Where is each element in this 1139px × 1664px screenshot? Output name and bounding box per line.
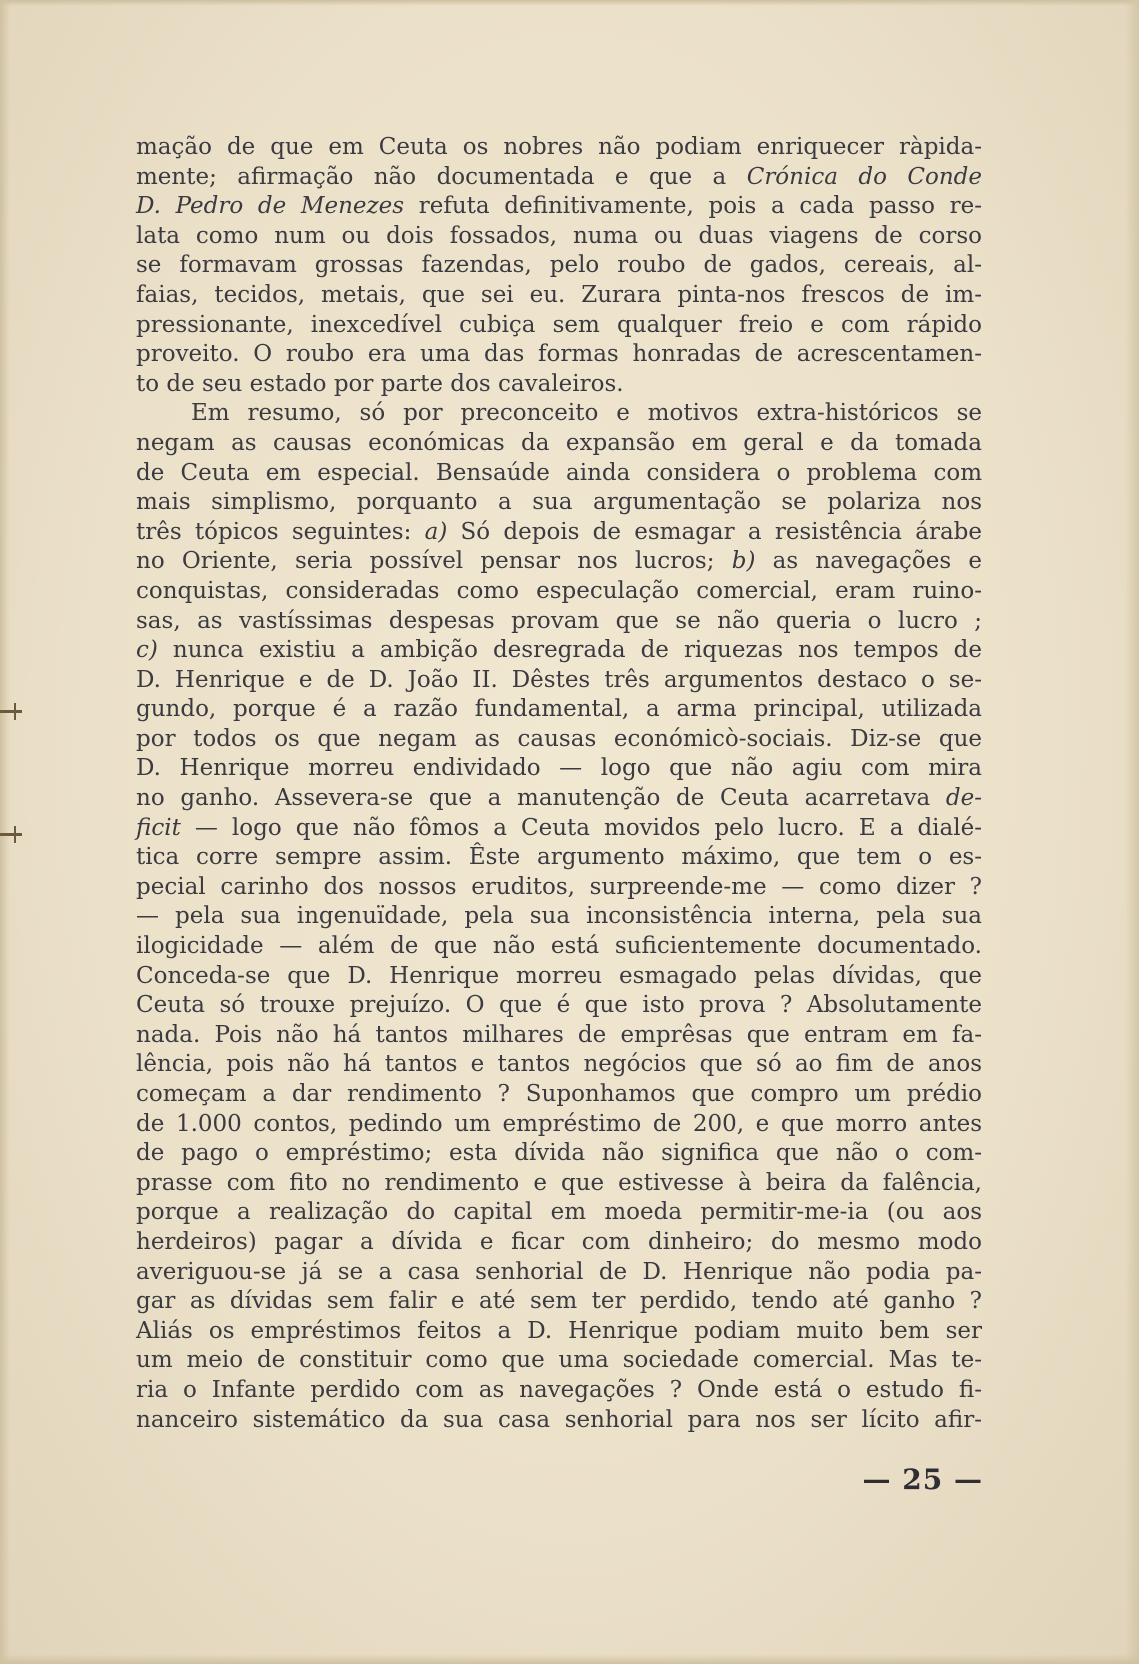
page-left-edge-shadow	[0, 0, 10, 1664]
text-line	[136, 607, 982, 637]
italic-text-run: D. Pedro de Menezes	[136, 193, 405, 220]
italic-text-run: Crónica do Conde	[746, 163, 982, 190]
text-run: nada. Pois não há tantos milhares de emprêsas que entram em fa-	[136, 1021, 982, 1048]
italic-text-run: c)	[136, 637, 158, 664]
text-run: tica corre sempre assim. Êste argumento máximo, que tem o es-	[136, 844, 982, 871]
text-line	[136, 429, 982, 459]
text-line	[136, 873, 982, 903]
text-line	[136, 311, 982, 341]
text-run: Conceda-se que D. Henrique morreu esmagado pelas dívidas, que	[136, 962, 982, 989]
page-top-edge-shadow	[0, 0, 1139, 6]
text-run: gundo, porque é a razão fundamental, a arma principal, utilizada	[136, 696, 982, 723]
text-run: faias, tecidos, metais, que sei eu. Zurara pinta-nos frescos de im-	[136, 281, 982, 308]
text-line	[136, 1080, 982, 1110]
text-run: refuta definitivamente, pois a cada passo re-	[404, 193, 983, 220]
text-line	[136, 1317, 982, 1347]
text-run: de Ceuta em especial. Bensaúde ainda considera o problema com	[136, 459, 982, 486]
text-line	[136, 281, 982, 311]
text-line	[136, 902, 982, 932]
italic-text-run: a)	[424, 518, 448, 545]
page-right-edge-shadow	[1125, 0, 1139, 1664]
text-run: averiguou-se já se a casa senhorial de D. Henrique não podia pa-	[136, 1258, 982, 1285]
text-line	[136, 340, 982, 370]
text-line	[136, 962, 982, 992]
text-line	[136, 1287, 982, 1317]
text-run: um meio de constituir como que uma sociedade comercial. Mas te-	[136, 1347, 982, 1374]
text-line	[136, 1110, 982, 1140]
binding-staple-mark	[0, 833, 22, 836]
text-run: to de seu estado por parte dos cavaleiros.	[136, 370, 624, 397]
text-run: Em resumo, só por preconceito e motivos extra-históricos se	[191, 400, 982, 427]
text-run: — pela sua ingenuïdade, pela sua inconsistência interna, pela sua	[136, 903, 982, 930]
text-line	[136, 1376, 982, 1406]
body-text	[136, 133, 982, 1435]
binding-staple-mark	[0, 710, 22, 713]
text-line	[136, 192, 982, 222]
text-run: mação de que em Ceuta os nobres não podiam enriquecer ràpida-	[136, 134, 982, 160]
text-line	[136, 133, 982, 163]
text-line	[136, 636, 982, 666]
text-run: se formavam grossas fazendas, pelo roubo de gados, cereais, al-	[136, 252, 982, 279]
text-run: as navegações e	[755, 548, 982, 575]
text-line	[136, 399, 982, 429]
text-run: Só depois de esmagar a resistência árabe	[447, 518, 983, 545]
text-line	[136, 1228, 982, 1258]
text-line	[136, 695, 982, 725]
text-run: no Oriente, seria possível pensar nos lucros;	[136, 548, 732, 575]
text-run: Ceuta só trouxe prejuízo. O que é que isto prova ? Absolutamente	[136, 992, 982, 1019]
text-run: por todos os que negam as causas económicò-sociais. Diz-se que	[136, 725, 982, 752]
text-line	[136, 518, 982, 548]
text-line	[136, 1050, 982, 1080]
italic-text-run: de-	[945, 785, 982, 812]
text-line	[136, 251, 982, 281]
text-run: D. Henrique morreu endividado — logo que não agiu com mira	[136, 755, 982, 782]
text-run: de pago o empréstimo; esta dívida não significa que não o com-	[136, 1140, 982, 1167]
text-run: porque a realização do capital em moeda permitir-me-ia (ou aos	[136, 1199, 982, 1226]
text-run: proveito. O roubo era uma das formas honradas de acrescentamen-	[136, 341, 982, 368]
text-line	[136, 1406, 982, 1436]
text-run: no ganho. Assevera-se que a manutenção de Ceuta acarretava	[136, 785, 946, 812]
text-run: lência, pois não há tantos e tantos negócios que só ao fim de anos	[136, 1051, 982, 1078]
text-run: nanceiro sistemático da sua casa senhorial para nos ser lícito afir-	[136, 1406, 982, 1433]
text-run: negam as causas económicas da expansão em geral e da tomada	[136, 429, 982, 456]
text-run: herdeiros) pagar a dívida e ficar com dinheiro; do mesmo modo	[136, 1228, 982, 1255]
text-run: sas, as vastíssimas despesas provam que se não queria o lucro ;	[136, 607, 982, 634]
text-line	[136, 1198, 982, 1228]
text-line	[136, 163, 982, 193]
text-run: conquistas, consideradas como especulação comercial, eram ruino-	[136, 577, 982, 604]
text-line	[136, 488, 982, 518]
text-line	[136, 843, 982, 873]
text-line	[136, 1346, 982, 1376]
text-line	[136, 547, 982, 577]
text-line	[136, 932, 982, 962]
text-line	[136, 754, 982, 784]
text-run: gar as dívidas sem falir e até sem ter perdido, tendo até ganho ?	[136, 1288, 982, 1315]
text-line	[136, 991, 982, 1021]
text-run: de 1.000 contos, pedindo um empréstimo de 200, e que morro antes	[136, 1110, 982, 1137]
text-line	[136, 577, 982, 607]
text-line	[136, 1021, 982, 1051]
text-line	[136, 459, 982, 489]
text-run: ria o Infante perdido com as navegações ? Onde está o estudo fi-	[136, 1376, 982, 1403]
italic-text-run: ficit	[136, 814, 181, 841]
text-run: pressionante, inexcedível cubiça sem qualquer freio e com rápido	[136, 311, 982, 338]
text-run: Aliás os empréstimos feitos a D. Henrique podiam muito bem ser	[136, 1317, 982, 1344]
text-line	[136, 814, 982, 844]
text-line	[136, 1169, 982, 1199]
text-run: ilogicidade — além de que não está suficientemente documentado.	[136, 933, 982, 960]
text-line	[136, 1139, 982, 1169]
text-line	[136, 666, 982, 696]
page-bottom-edge-shadow	[0, 1654, 1139, 1664]
page-number: — 25 —	[862, 1463, 983, 1496]
text-line	[136, 1258, 982, 1288]
text-run: — logo que não fômos a Ceuta movidos pelo lucro. E a dialé-	[180, 814, 982, 841]
text-run: pecial carinho dos nossos eruditos, surpreende-me — como dizer ?	[136, 873, 982, 900]
italic-text-run: b)	[731, 548, 756, 575]
text-run: mente; afirmação não documentada e que a	[136, 163, 747, 190]
text-run: lata como num ou dois fossados, numa ou duas viagens de corso	[136, 222, 982, 249]
text-run: prasse com fito no rendimento e que estivesse à beira da falência,	[136, 1169, 982, 1196]
text-run: D. Henrique e de D. João II. Dêstes três argumentos destaco o se-	[136, 666, 982, 693]
text-line	[136, 725, 982, 755]
text-run: nunca existiu a ambição desregrada de riquezas nos tempos de	[157, 637, 982, 664]
text-line	[136, 222, 982, 252]
text-run: começam a dar rendimento ? Suponhamos que compro um prédio	[136, 1081, 982, 1107]
text-run: três tópicos seguintes:	[136, 518, 425, 545]
text-line	[136, 784, 982, 814]
text-line	[136, 370, 982, 400]
text-run: mais simplismo, porquanto a sua argumentação se polariza nos	[136, 489, 982, 516]
